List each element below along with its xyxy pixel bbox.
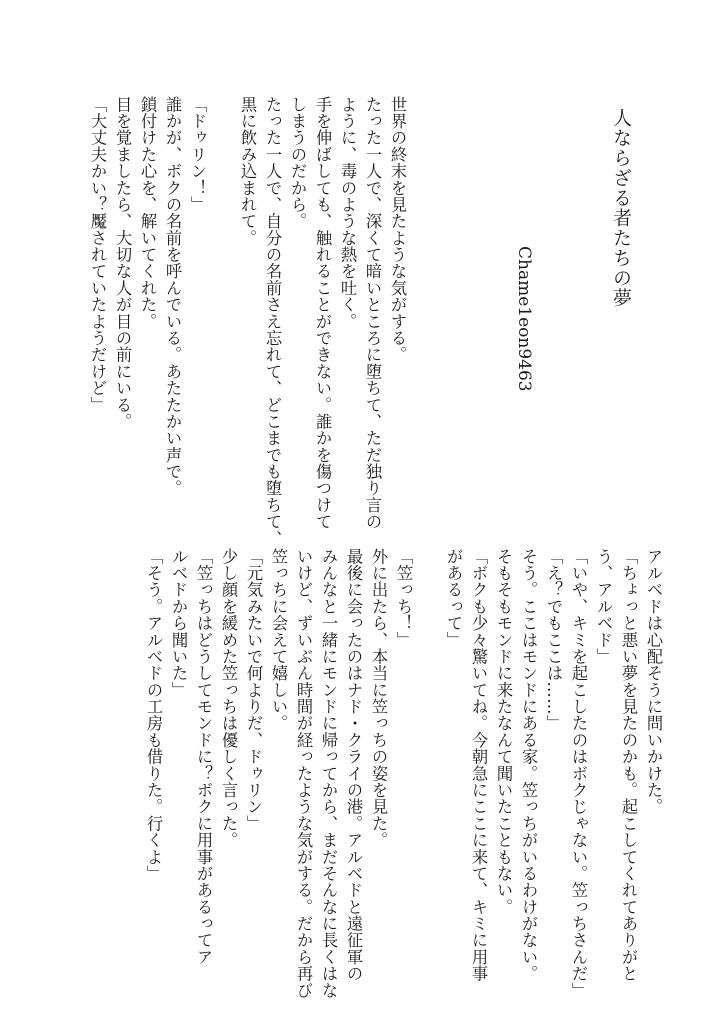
text-line: 「ドゥリン！」 — [188, 96, 207, 213]
text-line: 黒に飲み込まれて。 — [238, 96, 257, 247]
text-line: 「ちょっと悪い夢を見たのかも。起こしてくれてありがと — [619, 548, 638, 982]
text-line: たった一人で、深くて暗いところに堕ちて、ただ独り言の — [363, 96, 382, 530]
author-name: Chame1eon9463 — [514, 246, 534, 392]
text-line: アルベドは心配そうに問いかけた。 — [644, 548, 663, 816]
text-line: たった一人で、自分の名前さえ忘れて、どこまでも堕ちて、 — [263, 96, 282, 547]
text-line: 「笠っち！」 — [394, 548, 413, 649]
text-line: 「ボクも少々驚いてね。今朝急にここに来て、キミに用事 — [469, 548, 488, 982]
upper-text-block — [85, 96, 410, 547]
text-line: 手を伸ばしても、触れることができない。誰かを傷つけて — [313, 96, 332, 530]
text-line: ように、毒のような熱を吐く。 — [338, 96, 357, 330]
text-line: いけど、ずいぶん時間が経ったような気がする。だから再び — [294, 548, 313, 999]
text-line: 「え？でもここは……」 — [544, 548, 563, 732]
text-line: があるって」 — [444, 548, 463, 649]
text-line: 「そう。アルベドの工房も借りた。行くよ」 — [144, 548, 163, 882]
text-line: 目を覚ましたら、大切な人が目の前にいる。 — [113, 96, 132, 430]
text-line: 「笠っちはどうしてモンドに？ボクに用事があるってア — [194, 548, 213, 966]
text-line: 最後に会ったのはナド・クライの港。アルベドと遠征軍の — [344, 548, 363, 982]
text-line: 「大丈夫かい？魘されていたようだけど」 — [88, 96, 107, 414]
text-line: 外に出たら、本当に笠っちの姿を見た。 — [369, 548, 388, 849]
text-line: そう。ここはモンドにある家。笠っちがいるわけがない。 — [519, 548, 538, 982]
text-line: 誰かが、ボクの名前を呼んでいる。あたたかい声で。 — [163, 96, 182, 497]
lower-text-block — [141, 548, 666, 999]
text-line: 鎖付けた心を、解いてくれた。 — [138, 96, 157, 330]
text-line: そもそもモンドに来たなんて聞いたこともない。 — [494, 548, 513, 916]
text-line: 「元気みたいで何よりだ、ドゥリン」 — [244, 548, 263, 832]
paragraph-gap — [416, 548, 441, 978]
text-line: う、アルベド」 — [594, 548, 613, 665]
text-line: ルベドから聞いた」 — [169, 548, 188, 699]
text-line: 「いや、キミを起こしたのはボクじゃない。笠っちさんだ」 — [569, 548, 588, 999]
text-line: しまうのだから。 — [288, 96, 307, 230]
text-line: 少し顔を緩めた笠っちは優しく言った。 — [219, 548, 238, 849]
text-line: 笠っちに会えて嬉しい。 — [269, 548, 288, 732]
text-line: みんなと一緒にモンドに帰ってから、まだそんなに長くはな — [319, 548, 338, 999]
text-line: 世界の終末を見たような気がする。 — [388, 96, 407, 364]
paragraph-gap — [210, 96, 235, 526]
story-title: 人ならざる者たちの夢 — [610, 108, 632, 308]
